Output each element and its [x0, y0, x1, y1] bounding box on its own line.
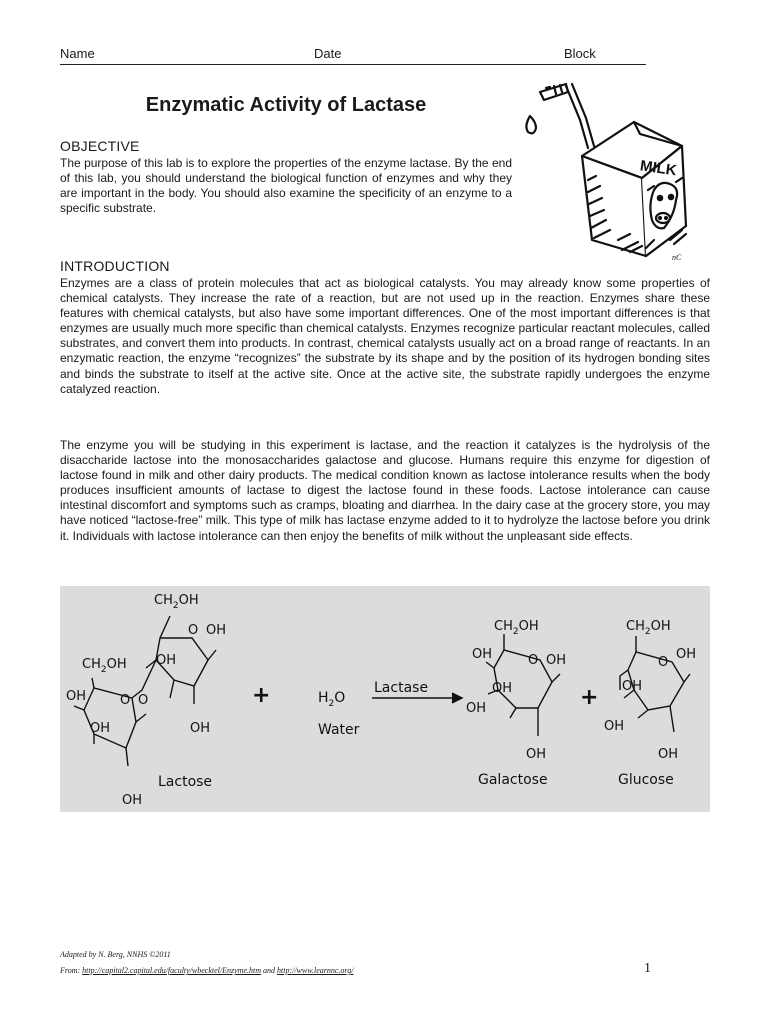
glucose-ring-o: O — [658, 655, 669, 670]
lactose-label: Lactose — [158, 774, 213, 790]
galactose-ring-o: O — [528, 653, 539, 668]
galactose-oh-4: OH — [466, 701, 487, 716]
source-citation — [60, 966, 353, 975]
artist-signature: nC — [672, 253, 682, 262]
source-link-capital[interactable]: http://capital2.capital.edu/faculty/wbecktel/Enzyme.htm — [82, 966, 261, 975]
water-formula: $H_2O$ — [318, 690, 346, 709]
galactose-oh-2: OH — [546, 653, 567, 668]
lactose-bridge-o: O — [138, 693, 149, 708]
introduction-heading: INTRODUCTION — [60, 258, 170, 274]
lactose-hydrolysis-diagram — [60, 586, 710, 812]
glucose-oh-4: OH — [658, 747, 679, 762]
lactose-ch2oh-top: $CH_2OH$ — [154, 593, 199, 611]
lactase-enzyme-label: Lactase — [374, 680, 429, 696]
source-and: and — [261, 966, 277, 975]
lactose-oh-3: OH — [66, 689, 87, 704]
galactose-label: Galactose — [478, 772, 548, 788]
glucose-oh-2: OH — [622, 679, 643, 694]
name-label: Name — [60, 46, 95, 61]
lactose-oh-6: OH — [122, 793, 143, 808]
date-label: Date — [314, 46, 342, 61]
plus-sign-1: + — [252, 683, 271, 708]
galactose-ch2oh: $CH_2OH$ — [494, 619, 539, 637]
source-link-learnnc[interactable]: http://www.learnnc.org/ — [277, 966, 354, 975]
galactose-oh-5: OH — [526, 747, 547, 762]
introduction-paragraph-1: Enzymes are a class of protein molecules that act as biological catalysts. You may already know some properties of chemical catalysts. They increase the rate of a reaction, but are not used up in the reaction. Enzymes share these features with chemical catalysts, but also have some important differences. One of the most important differences is that enzymes are usually much more specific than chemical catalysts. Enzymes recognize particular reactant molecules, called substrates, and convert them into products. In contrast, chemical catalysts usually act on a broad range of reactants. In an enzymatic reaction, the enzyme “recognizes” the substrate by its shape and by the position of its hydrogen bonding sites and binds the substrate to itself at the active site. Once at the active site, the substrate rapidly undergoes the enzyme catalyzed reaction. — [60, 276, 710, 396]
objective-heading: OBJECTIVE — [60, 138, 140, 154]
glucose-ch2oh: $CH_2OH$ — [626, 619, 671, 637]
introduction-paragraph-2: The enzyme you will be studying in this experiment is lactase, and the reaction it catalyzes is the hydrolysis of the disaccharide lactose into the monosaccharides galactose and glucose. Humans require this enzyme for digestion of lactose found in milk and other dairy products. The medical condition known as lactose intolerance results when the body produces insufficient amounts of lactase to digest the lactose found in these foods. Lactose intolerance can cause intestinal discomfort and symptoms such as cramps, bloating and diarrhea. In the dairy case at the grocery store, you may have noticed “lactose-free” milk. This type of milk has lactase enzyme added to it to hydrolyze the lactose before you drink it. Individuals with lactose intolerance can then enjoy the benefits of milk without the unpleasant side effects. — [60, 438, 710, 543]
water-label: Water — [318, 722, 360, 738]
carton-milk-text: MILK — [639, 157, 678, 180]
adaptation-credit: Adapted by N. Berg, NNHS ©2011 — [60, 950, 171, 959]
source-prefix: From: — [60, 966, 83, 975]
lactose-oh-4: OH — [90, 721, 111, 736]
lactose-oh-1: OH — [206, 623, 227, 638]
lactose-ch2oh-left: $CH_2OH$ — [82, 657, 127, 675]
page-number: 1 — [644, 961, 651, 976]
lactose-oh-2: OH — [156, 653, 177, 668]
lactose-ring-o-bottom: O — [120, 693, 131, 708]
lactose-oh-5: OH — [190, 721, 211, 736]
glucose-label: Glucose — [618, 772, 674, 788]
galactose-oh-3: OH — [492, 681, 513, 696]
lactose-ring-o-top: O — [188, 623, 199, 638]
milk-carton-illustration — [522, 80, 694, 264]
student-info-line — [60, 46, 646, 65]
glucose-oh-1: OH — [676, 647, 697, 662]
plus-sign-2: + — [580, 685, 599, 710]
page-title: Enzymatic Activity of Lactase — [145, 94, 427, 116]
galactose-oh-1: OH — [472, 647, 493, 662]
block-label: Block — [564, 46, 596, 61]
objective-text: The purpose of this lab is to explore the properties of the enzyme lactase. By the end of this lab, you should understand the biological function of enzymes and why they are important in the body. You should also examine the specificity of an enzyme to a specific substrate. — [60, 156, 512, 216]
glucose-oh-3: OH — [604, 719, 625, 734]
